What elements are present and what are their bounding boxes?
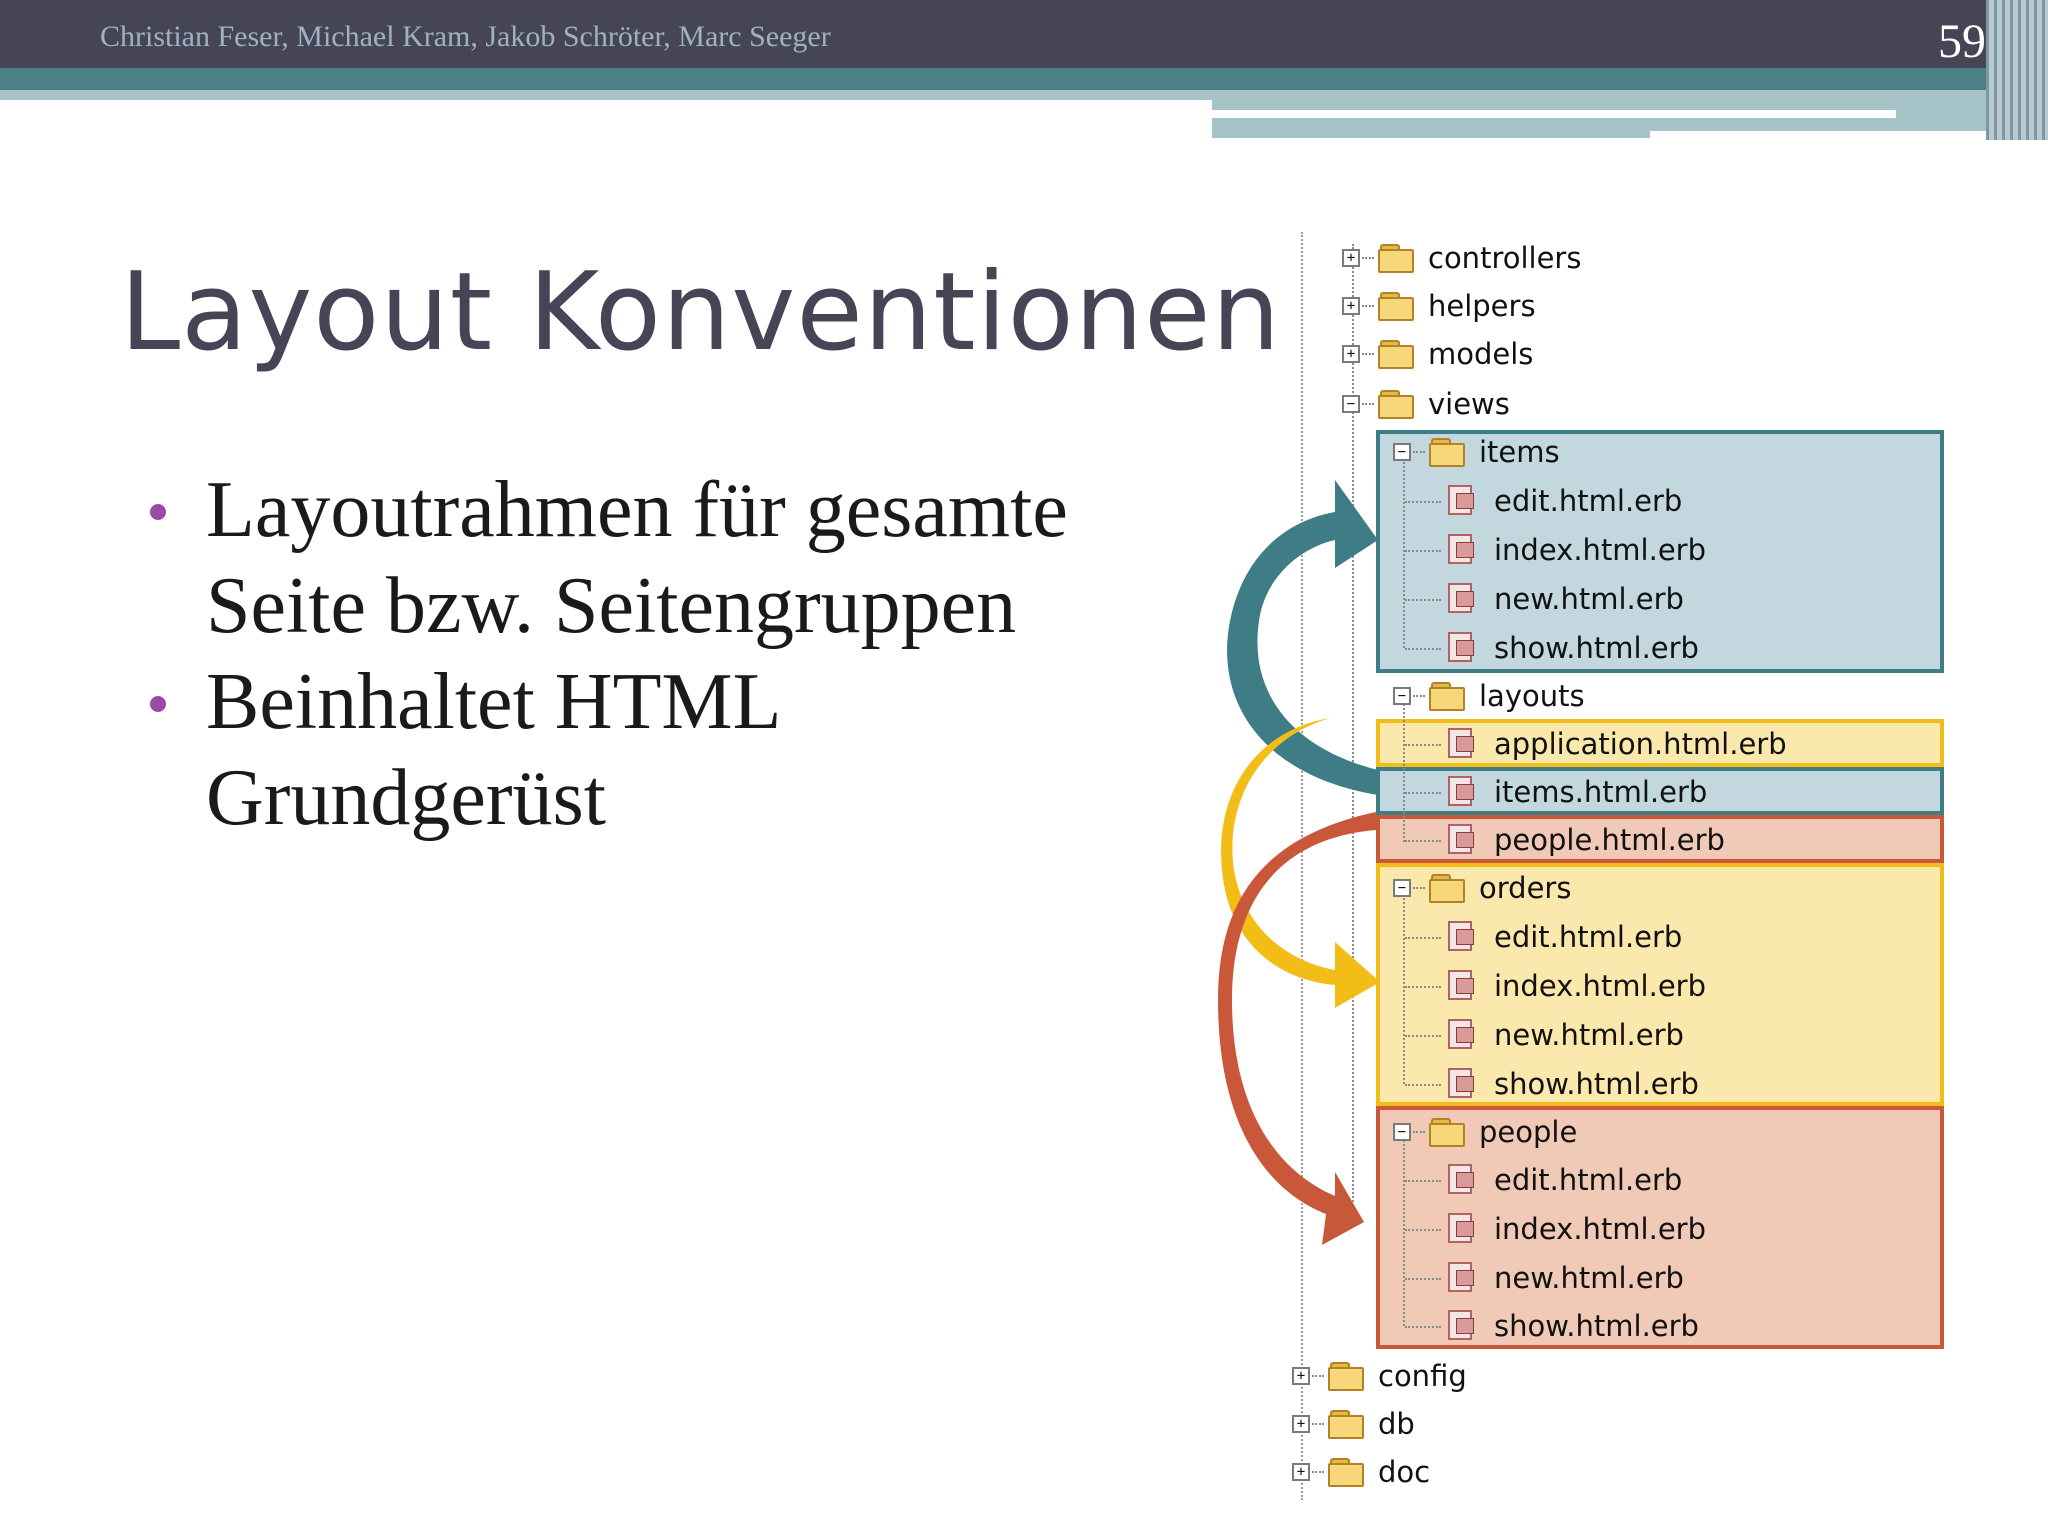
tree-guide-items <box>1403 462 1405 648</box>
tree-row-layouts[interactable] <box>1393 672 1585 720</box>
tree-guide-views <box>1352 404 1354 1226</box>
tree-connector <box>1405 1278 1441 1280</box>
file-label: index.html.erb <box>1494 969 1707 1003</box>
tree-row-items[interactable] <box>1393 428 1560 476</box>
authors-line: Christian Feser, Michael Kram, Jakob Schröter, Marc Seeger <box>100 20 831 53</box>
tree-connector <box>1413 695 1425 697</box>
plus-box-icon[interactable]: + <box>1342 345 1360 363</box>
tree-guide-orders <box>1403 898 1405 1084</box>
file-label: show.html.erb <box>1494 1067 1699 1101</box>
file-label: edit.html.erb <box>1494 1163 1683 1197</box>
plus-box-icon[interactable]: + <box>1292 1463 1310 1481</box>
folder-icon <box>1328 1458 1364 1486</box>
tree-file-row[interactable] <box>1448 1156 1682 1204</box>
folder-icon <box>1378 244 1414 272</box>
minus-box-icon[interactable]: − <box>1393 879 1411 897</box>
erb-file-icon <box>1448 776 1478 808</box>
tree-row-views[interactable] <box>1342 380 1510 428</box>
file-label: items.html.erb <box>1494 775 1708 809</box>
bullet-text: Beinhaltet HTML Grundgerüst <box>206 658 779 842</box>
tree-connector <box>1405 648 1441 650</box>
tree-file-row[interactable] <box>1448 1205 1706 1253</box>
file-label: application.html.erb <box>1494 727 1787 761</box>
file-label: new.html.erb <box>1494 1261 1684 1295</box>
erb-file-icon <box>1448 1262 1478 1294</box>
tree-connector <box>1413 451 1425 453</box>
tree-guide-root <box>1301 232 1303 1500</box>
tree-connector <box>1312 1471 1324 1473</box>
bullet-item <box>150 654 1150 846</box>
tree-file-row[interactable] <box>1448 624 1699 672</box>
plus-box-icon[interactable]: + <box>1342 249 1360 267</box>
erb-file-icon <box>1448 534 1478 566</box>
file-label: edit.html.erb <box>1494 920 1683 954</box>
erb-file-icon <box>1448 728 1478 760</box>
erb-file-icon <box>1448 824 1478 856</box>
tree-file-row[interactable] <box>1448 477 1682 525</box>
tree-row-models[interactable] <box>1342 330 1533 378</box>
file-label: show.html.erb <box>1494 1309 1699 1343</box>
tree-connector <box>1405 1180 1441 1182</box>
folder-icon <box>1378 390 1414 418</box>
tree-file-row[interactable] <box>1448 1011 1684 1059</box>
minus-box-icon[interactable]: − <box>1393 443 1411 461</box>
minus-box-icon[interactable]: − <box>1393 687 1411 705</box>
tree-connector <box>1405 1035 1441 1037</box>
tree-row-people[interactable] <box>1393 1108 1577 1156</box>
tree-connector <box>1362 353 1374 355</box>
folder-icon <box>1429 682 1465 710</box>
tree-file-row[interactable] <box>1448 816 1725 864</box>
tree-file-row[interactable] <box>1448 962 1706 1010</box>
folder-label: items <box>1479 435 1560 469</box>
erb-file-icon <box>1448 1019 1478 1051</box>
file-label: show.html.erb <box>1494 631 1699 665</box>
tree-file-row[interactable] <box>1448 526 1706 574</box>
folder-label: helpers <box>1428 289 1536 323</box>
tree-connector <box>1405 792 1441 794</box>
erb-file-icon <box>1448 1068 1478 1100</box>
bullet-text: Layoutrahmen für gesamte Seite bzw. Seitengruppen <box>206 466 1068 650</box>
tree-connector <box>1413 887 1425 889</box>
file-label: people.html.erb <box>1494 823 1725 857</box>
erb-file-icon <box>1448 632 1478 664</box>
erb-file-icon <box>1448 970 1478 1002</box>
minus-box-icon[interactable]: − <box>1342 395 1360 413</box>
tree-connector <box>1362 257 1374 259</box>
erb-file-icon <box>1448 485 1478 517</box>
folder-label: db <box>1378 1407 1415 1441</box>
tree-connector <box>1362 403 1374 405</box>
bullet-item <box>150 462 1150 654</box>
tree-connector <box>1405 840 1441 842</box>
tree-row-config[interactable] <box>1292 1352 1467 1400</box>
page-number: 59 <box>1938 15 1986 68</box>
tree-connector <box>1405 550 1441 552</box>
tree-connector <box>1312 1375 1324 1377</box>
file-label: edit.html.erb <box>1494 484 1683 518</box>
folder-label: orders <box>1479 871 1572 905</box>
file-tree <box>1290 232 1962 1500</box>
tree-file-row[interactable] <box>1448 575 1684 623</box>
plus-box-icon[interactable]: + <box>1292 1367 1310 1385</box>
tree-connector <box>1405 937 1441 939</box>
folder-label: controllers <box>1428 241 1582 275</box>
folder-label: models <box>1428 337 1534 371</box>
tree-row-helpers[interactable] <box>1342 282 1536 330</box>
folder-label: layouts <box>1479 679 1585 713</box>
bullet-list <box>150 462 1150 846</box>
erb-file-icon <box>1448 1164 1478 1196</box>
tree-guide-layouts <box>1403 704 1405 842</box>
tree-connector <box>1405 1229 1441 1231</box>
folder-label: doc <box>1378 1455 1431 1489</box>
tree-file-row[interactable] <box>1448 1254 1684 1302</box>
folder-icon <box>1378 292 1414 320</box>
tree-file-row[interactable] <box>1448 1060 1699 1108</box>
header-band-light <box>0 90 1212 100</box>
folder-icon <box>1328 1410 1364 1438</box>
tree-file-row[interactable] <box>1448 768 1707 816</box>
tree-row-doc[interactable] <box>1292 1448 1430 1496</box>
tree-file-row[interactable] <box>1448 720 1787 768</box>
folder-label: people <box>1479 1115 1578 1149</box>
tree-row-orders[interactable] <box>1393 864 1571 912</box>
erb-file-icon <box>1448 1213 1478 1245</box>
erb-file-icon <box>1448 583 1478 615</box>
file-label: new.html.erb <box>1494 582 1684 616</box>
tree-row-db[interactable] <box>1292 1400 1415 1448</box>
tree-connector <box>1405 501 1441 503</box>
folder-icon <box>1328 1362 1364 1390</box>
plus-box-icon[interactable]: + <box>1292 1415 1310 1433</box>
folder-icon <box>1429 874 1465 902</box>
tree-connector <box>1405 1326 1441 1328</box>
header-band <box>0 68 2048 90</box>
plus-box-icon[interactable]: + <box>1342 297 1360 315</box>
tree-connector <box>1312 1423 1324 1425</box>
folder-label: views <box>1428 387 1510 421</box>
folder-label: config <box>1378 1359 1467 1393</box>
tree-guide-people <box>1403 1140 1405 1326</box>
tree-connector <box>1405 986 1441 988</box>
slide-title: Layout Konventionen <box>120 250 1282 375</box>
tree-connector <box>1405 599 1441 601</box>
folder-icon <box>1429 1118 1465 1146</box>
tree-connector <box>1362 305 1374 307</box>
tree-connector <box>1413 1131 1425 1133</box>
file-label: index.html.erb <box>1494 1212 1707 1246</box>
tree-connector <box>1405 1084 1441 1086</box>
file-label: new.html.erb <box>1494 1018 1684 1052</box>
tree-row-controllers[interactable] <box>1342 234 1581 282</box>
header-stripes <box>1986 0 2048 140</box>
tree-connector <box>1405 744 1441 746</box>
tree-file-row[interactable] <box>1448 913 1682 961</box>
file-label: index.html.erb <box>1494 533 1707 567</box>
folder-icon <box>1429 438 1465 466</box>
bullet-dot-icon <box>150 696 166 712</box>
folder-icon <box>1378 340 1414 368</box>
minus-box-icon[interactable]: − <box>1393 1123 1411 1141</box>
erb-file-icon <box>1448 1310 1478 1342</box>
header-band-line <box>1212 110 1896 118</box>
erb-file-icon <box>1448 921 1478 953</box>
tree-file-row[interactable] <box>1448 1302 1699 1350</box>
bullet-dot-icon <box>150 504 166 520</box>
